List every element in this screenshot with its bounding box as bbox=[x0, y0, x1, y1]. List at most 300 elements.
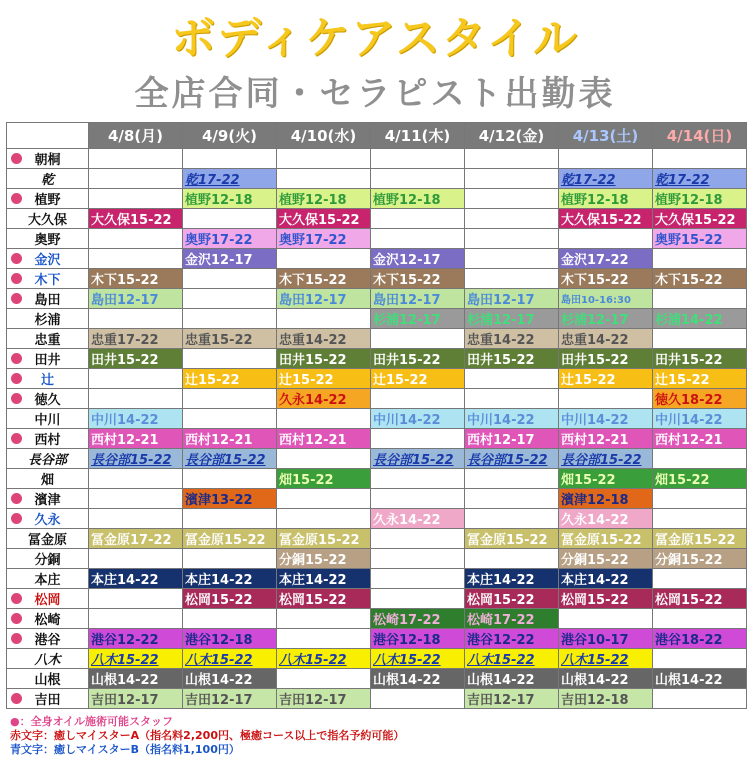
shift-cell bbox=[653, 409, 747, 429]
therapist-name-cell bbox=[7, 489, 89, 509]
shift-text: 植野12-18 bbox=[185, 193, 253, 208]
shift-text: 山根14-22 bbox=[373, 673, 441, 688]
therapist-name-cell bbox=[7, 209, 89, 229]
shift-cell bbox=[465, 169, 559, 189]
therapist-name-cell bbox=[7, 329, 89, 349]
shift-cell bbox=[183, 609, 277, 629]
shift-text: 植野12-18 bbox=[279, 193, 347, 208]
therapist-name-cell bbox=[7, 349, 89, 369]
shift-cell bbox=[183, 329, 277, 349]
shift-text: 大久保15-22 bbox=[91, 213, 172, 228]
therapist-name: 辻 bbox=[40, 373, 54, 388]
therapist-name-cell bbox=[7, 389, 89, 409]
shift-cell bbox=[89, 569, 183, 589]
shift-cell bbox=[371, 589, 465, 609]
shift-text: 冨金原15-22 bbox=[561, 533, 642, 548]
shift-text: 植野12-18 bbox=[373, 193, 441, 208]
table-row bbox=[7, 269, 747, 289]
shift-cell bbox=[371, 529, 465, 549]
oil-capable-dot-icon bbox=[11, 513, 22, 524]
shift-cell bbox=[653, 369, 747, 389]
shift-text: 山根14-22 bbox=[91, 673, 159, 688]
shift-text: 田井15-22 bbox=[467, 353, 535, 368]
shift-text: 八木15-22 bbox=[91, 653, 159, 668]
shift-cell bbox=[183, 589, 277, 609]
shift-cell bbox=[559, 509, 653, 529]
header-corner bbox=[7, 123, 89, 149]
shift-cell bbox=[653, 149, 747, 169]
table-row bbox=[7, 489, 747, 509]
shift-cell bbox=[653, 289, 747, 309]
shift-text: 島田12-17 bbox=[467, 293, 535, 308]
shift-cell bbox=[183, 149, 277, 169]
shift-text: 松崎17-22 bbox=[467, 613, 535, 628]
shift-cell bbox=[277, 309, 371, 329]
shift-text: 木下15-22 bbox=[91, 273, 159, 288]
shift-cell bbox=[559, 209, 653, 229]
shift-cell bbox=[653, 609, 747, 629]
shift-text: 西村12-21 bbox=[655, 433, 723, 448]
shift-text: 港谷12-18 bbox=[373, 633, 441, 648]
shift-text: 分銅15-22 bbox=[655, 553, 723, 568]
shift-text: 久永14-22 bbox=[561, 513, 629, 528]
shift-cell bbox=[89, 689, 183, 709]
header-day: 4/10(水) bbox=[277, 123, 371, 149]
shift-text: 忠重14-22 bbox=[279, 333, 347, 348]
therapist-name-cell bbox=[7, 669, 89, 689]
shift-cell bbox=[559, 549, 653, 569]
shift-cell bbox=[465, 389, 559, 409]
shift-cell bbox=[277, 249, 371, 269]
therapist-name: 長谷部 bbox=[27, 453, 67, 468]
therapist-name-cell bbox=[7, 549, 89, 569]
shift-cell bbox=[465, 329, 559, 349]
therapist-name-cell bbox=[7, 149, 89, 169]
shift-cell bbox=[277, 589, 371, 609]
shift-text: 濱津12-18 bbox=[561, 493, 629, 508]
therapist-name-cell bbox=[7, 409, 89, 429]
shift-cell bbox=[559, 169, 653, 189]
page-subtitle: 全店合同・セラピスト出勤表 bbox=[134, 74, 616, 114]
table-row bbox=[7, 649, 747, 669]
shift-cell bbox=[277, 169, 371, 189]
shift-cell bbox=[371, 509, 465, 529]
shift-cell bbox=[371, 189, 465, 209]
shift-text: 八木15-22 bbox=[467, 653, 535, 668]
shift-cell bbox=[371, 569, 465, 589]
shift-text: 島田12-17 bbox=[373, 293, 441, 308]
shift-cell bbox=[183, 449, 277, 469]
shift-text: 本庄14-22 bbox=[91, 573, 159, 588]
shift-text: 山根14-22 bbox=[655, 673, 723, 688]
shift-text: 長谷部15-22 bbox=[91, 453, 172, 468]
shift-cell bbox=[559, 369, 653, 389]
shift-cell bbox=[653, 389, 747, 409]
table-row bbox=[7, 389, 747, 409]
therapist-name: 松岡 bbox=[34, 593, 61, 608]
table-row bbox=[7, 409, 747, 429]
shift-cell bbox=[277, 429, 371, 449]
shift-cell bbox=[465, 609, 559, 629]
shift-cell bbox=[89, 209, 183, 229]
shift-text: 奥野17-22 bbox=[279, 233, 347, 248]
shift-text: 杉浦12-17 bbox=[467, 313, 535, 328]
shift-cell bbox=[653, 589, 747, 609]
shift-text: 中川14-22 bbox=[373, 413, 441, 428]
shift-cell bbox=[183, 369, 277, 389]
therapist-name: 本庄 bbox=[34, 573, 61, 588]
shift-cell bbox=[371, 429, 465, 449]
shift-text: 田井15-22 bbox=[655, 353, 723, 368]
shift-text: 松崎17-22 bbox=[373, 613, 441, 628]
table-row bbox=[7, 509, 747, 529]
shift-cell bbox=[277, 469, 371, 489]
shift-cell bbox=[653, 669, 747, 689]
shift-cell bbox=[89, 489, 183, 509]
shift-text: 金沢17-22 bbox=[561, 253, 629, 268]
shift-cell bbox=[277, 629, 371, 649]
shift-text: 木下15-22 bbox=[279, 273, 347, 288]
shift-cell bbox=[559, 609, 653, 629]
shift-cell bbox=[371, 489, 465, 509]
shift-cell bbox=[183, 289, 277, 309]
shift-cell bbox=[89, 449, 183, 469]
shift-cell bbox=[89, 649, 183, 669]
shift-cell bbox=[465, 569, 559, 589]
oil-capable-dot-icon bbox=[11, 193, 22, 204]
shift-cell bbox=[89, 529, 183, 549]
shift-cell bbox=[371, 309, 465, 329]
shift-cell bbox=[465, 649, 559, 669]
shift-text: 中川14-22 bbox=[467, 413, 535, 428]
shift-text: 辻15-22 bbox=[373, 373, 428, 388]
shift-cell bbox=[465, 429, 559, 449]
shift-cell bbox=[465, 669, 559, 689]
shift-text: 中川14-22 bbox=[561, 413, 629, 428]
shift-cell bbox=[653, 189, 747, 209]
shift-cell bbox=[559, 329, 653, 349]
shift-cell bbox=[559, 409, 653, 429]
shift-cell bbox=[89, 429, 183, 449]
shift-cell bbox=[371, 349, 465, 369]
table-row bbox=[7, 549, 747, 569]
header-day: 4/11(木) bbox=[371, 123, 465, 149]
shift-text: 木下15-22 bbox=[655, 273, 723, 288]
shift-cell bbox=[653, 629, 747, 649]
shift-cell bbox=[465, 449, 559, 469]
shift-cell bbox=[277, 149, 371, 169]
therapist-name: 金沢 bbox=[34, 253, 61, 268]
page-title: ボディケアスタイル bbox=[171, 13, 579, 64]
therapist-name-cell bbox=[7, 649, 89, 669]
table-row bbox=[7, 209, 747, 229]
header-day: 4/13(土) bbox=[559, 123, 653, 149]
therapist-name: 乾 bbox=[40, 173, 54, 188]
shift-text: 冨金原15-22 bbox=[655, 533, 736, 548]
table-row bbox=[7, 669, 747, 689]
oil-capable-dot-icon bbox=[11, 273, 22, 284]
shift-text: 吉田12-17 bbox=[279, 693, 347, 708]
shift-text: 畑15-22 bbox=[655, 473, 710, 488]
therapist-name-cell bbox=[7, 469, 89, 489]
shift-text: 久永14-22 bbox=[373, 513, 441, 528]
table-row bbox=[7, 469, 747, 489]
shift-text: 西村12-21 bbox=[561, 433, 629, 448]
shift-text: 長谷部15-22 bbox=[185, 453, 266, 468]
shift-text: 西村12-21 bbox=[185, 433, 253, 448]
shift-text: 大久保15-22 bbox=[279, 213, 360, 228]
shift-cell bbox=[559, 469, 653, 489]
shift-cell bbox=[89, 349, 183, 369]
shift-text: 長谷部15-22 bbox=[467, 453, 548, 468]
shift-cell bbox=[371, 389, 465, 409]
therapist-name: 島田 bbox=[34, 293, 61, 308]
table-row bbox=[7, 449, 747, 469]
shift-cell bbox=[89, 509, 183, 529]
shift-cell bbox=[277, 269, 371, 289]
shift-cell bbox=[277, 669, 371, 689]
oil-capable-dot-icon bbox=[11, 613, 22, 624]
therapist-name: 分銅 bbox=[34, 553, 61, 568]
shift-text: 辻15-22 bbox=[279, 373, 334, 388]
table-row bbox=[7, 169, 747, 189]
table-row bbox=[7, 329, 747, 349]
shift-cell bbox=[653, 469, 747, 489]
shift-cell bbox=[559, 289, 653, 309]
shift-text: 田井15-22 bbox=[561, 353, 629, 368]
shift-cell bbox=[183, 169, 277, 189]
shift-text: 港谷18-22 bbox=[655, 633, 723, 648]
shift-cell bbox=[371, 409, 465, 429]
shift-cell bbox=[89, 289, 183, 309]
shift-text: 港谷12-22 bbox=[91, 633, 159, 648]
shift-cell bbox=[183, 429, 277, 449]
shift-cell bbox=[653, 569, 747, 589]
shift-cell bbox=[183, 229, 277, 249]
shift-cell bbox=[89, 269, 183, 289]
shift-cell bbox=[465, 589, 559, 609]
oil-capable-dot-icon bbox=[11, 633, 22, 644]
shift-text: 西村12-17 bbox=[467, 433, 535, 448]
shift-cell bbox=[89, 169, 183, 189]
oil-capable-dot-icon bbox=[11, 493, 22, 504]
shift-text: 島田12-17 bbox=[279, 293, 347, 308]
shift-cell bbox=[465, 229, 559, 249]
shift-text: 八木15-22 bbox=[373, 653, 441, 668]
shift-text: 松岡15-22 bbox=[467, 593, 535, 608]
therapist-name: 松崎 bbox=[34, 613, 61, 628]
shift-text: 山根14-22 bbox=[467, 673, 535, 688]
shift-cell bbox=[465, 529, 559, 549]
shift-text: 木下15-22 bbox=[561, 273, 629, 288]
shift-cell bbox=[653, 329, 747, 349]
shift-text: 山根14-22 bbox=[185, 673, 253, 688]
therapist-name: 植野 bbox=[34, 193, 61, 208]
shift-cell bbox=[89, 189, 183, 209]
oil-capable-dot-icon bbox=[11, 693, 22, 704]
therapist-name-cell bbox=[7, 189, 89, 209]
shift-cell bbox=[559, 309, 653, 329]
therapist-name: 西村 bbox=[34, 433, 61, 448]
shift-cell bbox=[653, 209, 747, 229]
shift-text: 乾17-22 bbox=[655, 173, 710, 188]
therapist-name: 中川 bbox=[34, 413, 61, 428]
shift-cell bbox=[277, 529, 371, 549]
shift-cell bbox=[559, 249, 653, 269]
shift-cell bbox=[559, 389, 653, 409]
therapist-name-cell bbox=[7, 629, 89, 649]
table-row bbox=[7, 349, 747, 369]
table-row bbox=[7, 229, 747, 249]
shift-text: 木下15-22 bbox=[373, 273, 441, 288]
shift-cell bbox=[371, 649, 465, 669]
shift-cell bbox=[371, 229, 465, 249]
therapist-name-cell bbox=[7, 589, 89, 609]
shift-cell bbox=[465, 269, 559, 289]
shift-cell bbox=[371, 269, 465, 289]
therapist-name-cell bbox=[7, 249, 89, 269]
shift-cell bbox=[183, 249, 277, 269]
therapist-name-cell bbox=[7, 269, 89, 289]
shift-text: 金沢12-17 bbox=[373, 253, 441, 268]
shift-text: 西村12-21 bbox=[91, 433, 159, 448]
shift-text: 忠重17-22 bbox=[91, 333, 159, 348]
header-day: 4/14(日) bbox=[653, 123, 747, 149]
shift-cell bbox=[89, 469, 183, 489]
shift-cell bbox=[277, 229, 371, 249]
oil-capable-dot-icon bbox=[11, 293, 22, 304]
shift-text: 田井15-22 bbox=[91, 353, 159, 368]
shift-cell bbox=[465, 189, 559, 209]
shift-cell bbox=[465, 289, 559, 309]
shift-cell bbox=[559, 189, 653, 209]
shift-cell bbox=[277, 189, 371, 209]
shift-cell bbox=[653, 309, 747, 329]
shift-text: 山根14-22 bbox=[561, 673, 629, 688]
shift-cell bbox=[465, 469, 559, 489]
shift-cell bbox=[277, 509, 371, 529]
table-row bbox=[7, 589, 747, 609]
shift-cell bbox=[559, 429, 653, 449]
shift-cell bbox=[89, 249, 183, 269]
footer-legend-dot: ●：全身オイル施術可能スタッフ bbox=[10, 715, 174, 728]
shift-cell bbox=[371, 629, 465, 649]
shift-cell bbox=[183, 549, 277, 569]
shift-text: 港谷12-22 bbox=[467, 633, 535, 648]
shift-text: 杉浦14-22 bbox=[655, 313, 723, 328]
shift-text: 島田10-16:30 bbox=[561, 294, 631, 306]
oil-capable-dot-icon bbox=[11, 253, 22, 264]
shift-cell bbox=[371, 689, 465, 709]
shift-text: 奥野15-22 bbox=[655, 233, 723, 248]
shift-cell bbox=[183, 569, 277, 589]
shift-text: 分銅15-22 bbox=[279, 553, 347, 568]
shift-text: 大久保15-22 bbox=[561, 213, 642, 228]
shift-cell bbox=[559, 229, 653, 249]
shift-cell bbox=[465, 689, 559, 709]
shift-cell bbox=[183, 529, 277, 549]
shift-cell bbox=[559, 449, 653, 469]
shift-cell bbox=[183, 509, 277, 529]
shift-cell bbox=[277, 649, 371, 669]
table-row bbox=[7, 689, 747, 709]
shift-text: 吉田12-17 bbox=[467, 693, 535, 708]
shift-text: 徳久18-22 bbox=[655, 393, 723, 408]
therapist-name-cell bbox=[7, 289, 89, 309]
therapist-name: 朝桐 bbox=[34, 153, 61, 168]
shift-cell bbox=[89, 149, 183, 169]
therapist-name: 八木 bbox=[34, 653, 61, 668]
therapist-name: 徳久 bbox=[34, 393, 61, 408]
header-day: 4/12(金) bbox=[465, 123, 559, 149]
shift-text: 冨金原15-22 bbox=[467, 533, 548, 548]
shift-cell bbox=[559, 269, 653, 289]
shift-text: 杉浦12-17 bbox=[373, 313, 441, 328]
shift-text: 本庄14-22 bbox=[467, 573, 535, 588]
shift-cell bbox=[89, 329, 183, 349]
shift-text: 大久保15-22 bbox=[655, 213, 736, 228]
shift-cell bbox=[183, 309, 277, 329]
shift-text: 乾17-22 bbox=[185, 173, 240, 188]
shift-text: 辻15-22 bbox=[655, 373, 710, 388]
shift-cell bbox=[371, 289, 465, 309]
therapist-name-cell bbox=[7, 229, 89, 249]
therapist-name-cell bbox=[7, 429, 89, 449]
shift-cell bbox=[653, 349, 747, 369]
shift-cell bbox=[89, 669, 183, 689]
shift-text: 八木15-22 bbox=[185, 653, 253, 668]
shift-cell bbox=[371, 369, 465, 389]
therapist-name-cell bbox=[7, 689, 89, 709]
shift-text: 久永14-22 bbox=[279, 393, 347, 408]
table-row bbox=[7, 149, 747, 169]
shift-cell bbox=[465, 489, 559, 509]
shift-cell bbox=[277, 329, 371, 349]
shift-text: 濱津13-22 bbox=[185, 493, 253, 508]
shift-text: 畑15-22 bbox=[561, 473, 616, 488]
shift-cell bbox=[183, 409, 277, 429]
shift-cell bbox=[559, 629, 653, 649]
header-day: 4/8(月) bbox=[89, 123, 183, 149]
oil-capable-dot-icon bbox=[11, 593, 22, 604]
therapist-name: 吉田 bbox=[34, 693, 61, 708]
shift-text: 八木15-22 bbox=[561, 653, 629, 668]
oil-capable-dot-icon bbox=[11, 353, 22, 364]
therapist-name-cell bbox=[7, 609, 89, 629]
shift-cell bbox=[183, 649, 277, 669]
shift-cell bbox=[653, 529, 747, 549]
shift-cell bbox=[653, 449, 747, 469]
shift-cell bbox=[465, 249, 559, 269]
shift-text: 港谷12-18 bbox=[185, 633, 253, 648]
shift-cell bbox=[653, 269, 747, 289]
shift-text: 冨金原15-22 bbox=[279, 533, 360, 548]
shift-text: 辻15-22 bbox=[561, 373, 616, 388]
therapist-name: 大久保 bbox=[27, 213, 67, 228]
shift-cell bbox=[183, 349, 277, 369]
shift-text: 奥野17-22 bbox=[185, 233, 253, 248]
shift-text: 田井15-22 bbox=[373, 353, 441, 368]
table-row bbox=[7, 249, 747, 269]
therapist-name: 奥野 bbox=[34, 233, 61, 248]
shift-cell bbox=[277, 209, 371, 229]
shift-cell bbox=[277, 489, 371, 509]
shift-cell bbox=[277, 609, 371, 629]
shift-text: 冨金原17-22 bbox=[91, 533, 172, 548]
shift-cell bbox=[465, 309, 559, 329]
therapist-name-cell bbox=[7, 309, 89, 329]
shift-cell bbox=[89, 609, 183, 629]
